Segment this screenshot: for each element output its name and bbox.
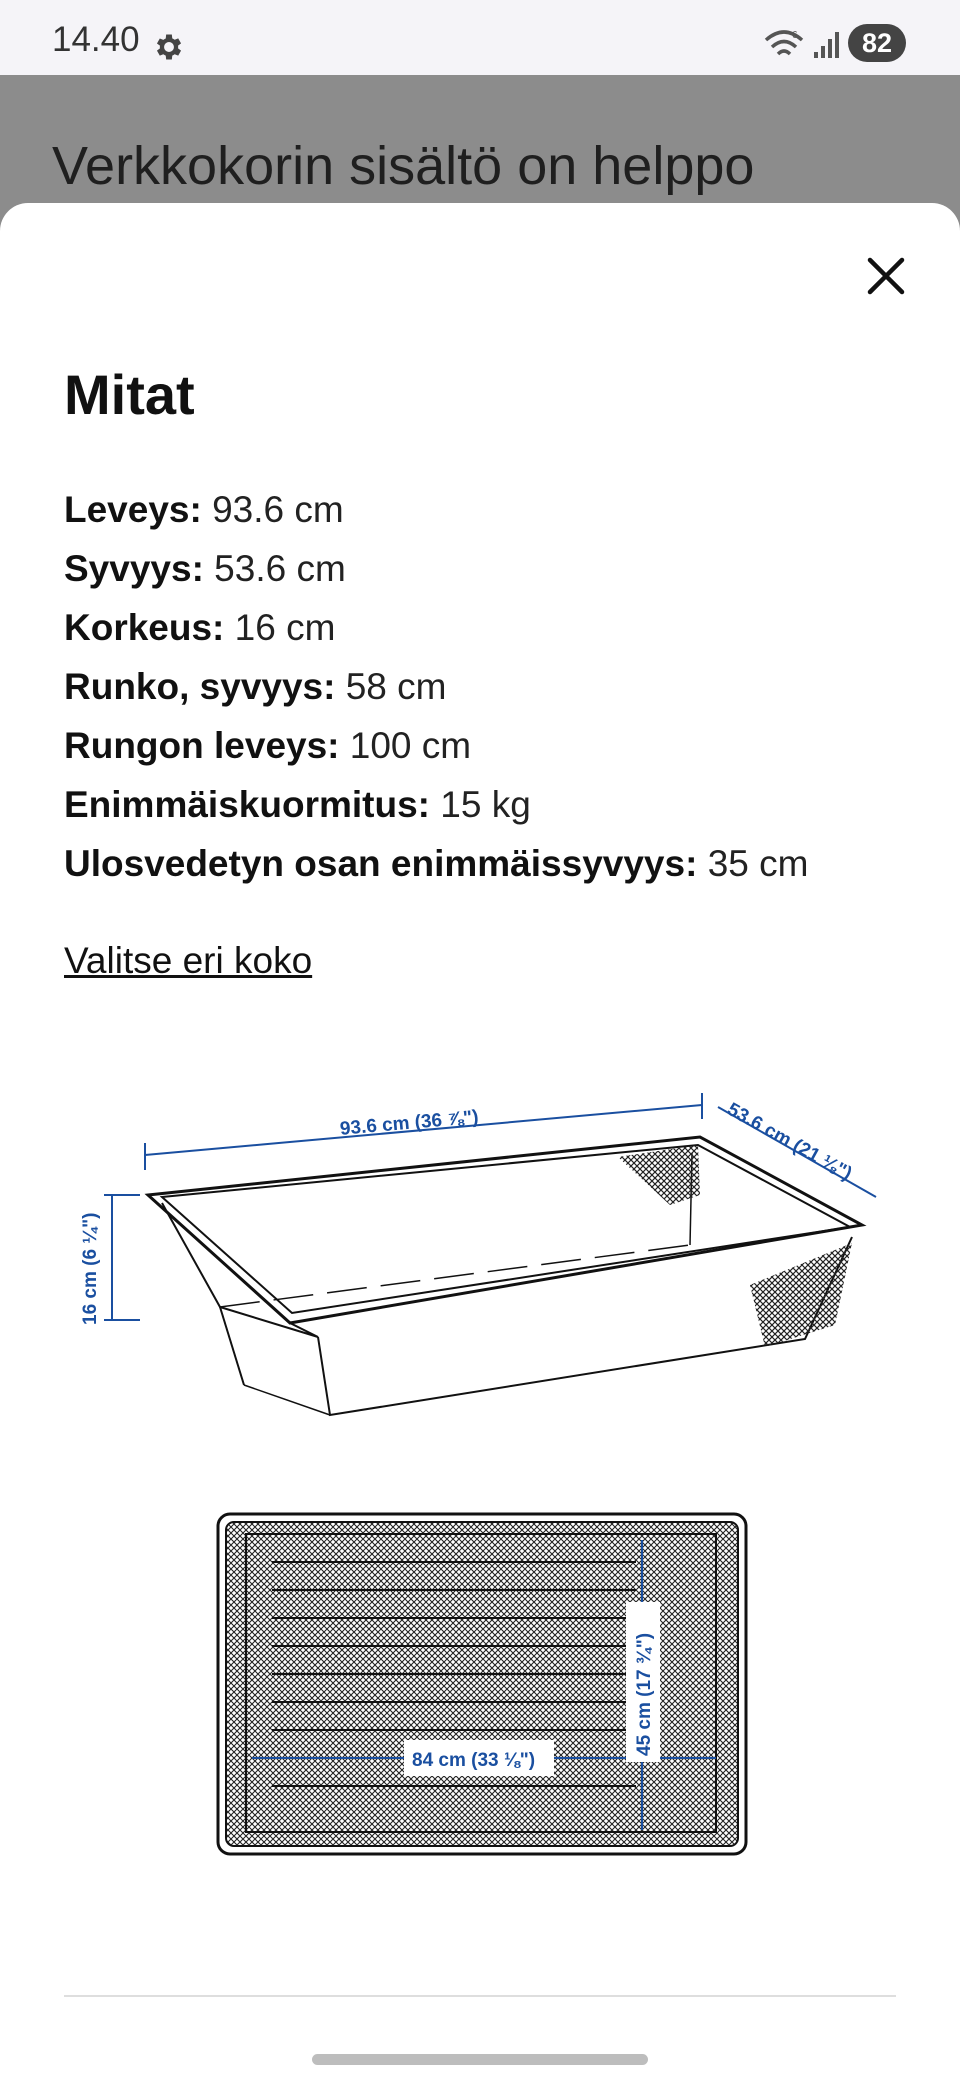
- home-indicator[interactable]: [312, 2054, 648, 2065]
- spec-value: 58 cm: [345, 666, 447, 707]
- status-bar: [0, 0, 960, 75]
- signal-icon: [812, 30, 842, 60]
- spec-row-frame-width: [64, 723, 924, 782]
- depth-dimension-label: 53.6 cm (21 ⅛"): [723, 1099, 856, 1185]
- spec-label: Runko, syvyys:: [64, 666, 336, 707]
- spec-value: 16 cm: [234, 607, 336, 648]
- spec-row-depth: [64, 546, 924, 605]
- spec-label: Leveys:: [64, 489, 202, 530]
- status-time: 14.40: [52, 20, 140, 59]
- spec-label: Rungon leveys:: [64, 725, 340, 766]
- spec-row-max-extension: [64, 841, 924, 900]
- wifi-icon: [762, 24, 806, 64]
- sheet-title: Mitat: [64, 363, 195, 426]
- svg-text:6: 6: [792, 30, 798, 41]
- spec-value: 53.6 cm: [214, 548, 346, 589]
- basket-perspective-drawing: [70, 1085, 890, 1445]
- inner-depth-dimension-label: 45 cm (17 ¾"): [634, 1632, 655, 1756]
- basket-top-view-drawing: [216, 1512, 748, 1856]
- spec-row-frame-depth: [64, 664, 924, 723]
- background-page-heading: Verkkokorin sisältö on helppo: [52, 136, 755, 196]
- height-dimension-label: 16 cm (6 ¼"): [80, 1212, 101, 1325]
- spec-label: Syvyys:: [64, 548, 204, 589]
- dimension-specs-list: [64, 487, 924, 900]
- close-icon[interactable]: [860, 250, 912, 302]
- spec-row-max-load: [64, 782, 924, 841]
- choose-size-link[interactable]: Valitse eri koko: [64, 940, 313, 981]
- spec-value: 100 cm: [349, 725, 472, 766]
- width-dimension-label: 93.6 cm (36 ⅞"): [339, 1106, 480, 1140]
- spec-label: Korkeus:: [64, 607, 225, 648]
- gear-icon: [152, 30, 186, 64]
- battery-indicator: 82: [848, 24, 906, 62]
- spec-value: 35 cm: [707, 843, 809, 884]
- spec-row-height: [64, 605, 924, 664]
- divider: [64, 1995, 896, 1997]
- inner-width-dimension-label: 84 cm (33 ⅛"): [412, 1750, 536, 1771]
- spec-value: 93.6 cm: [212, 489, 344, 530]
- spec-label: Enimmäiskuormitus:: [64, 784, 430, 825]
- spec-label: Ulosvedetyn osan enimmäissyvyys:: [64, 843, 698, 884]
- spec-value: 15 kg: [440, 784, 531, 825]
- spec-row-width: [64, 487, 924, 546]
